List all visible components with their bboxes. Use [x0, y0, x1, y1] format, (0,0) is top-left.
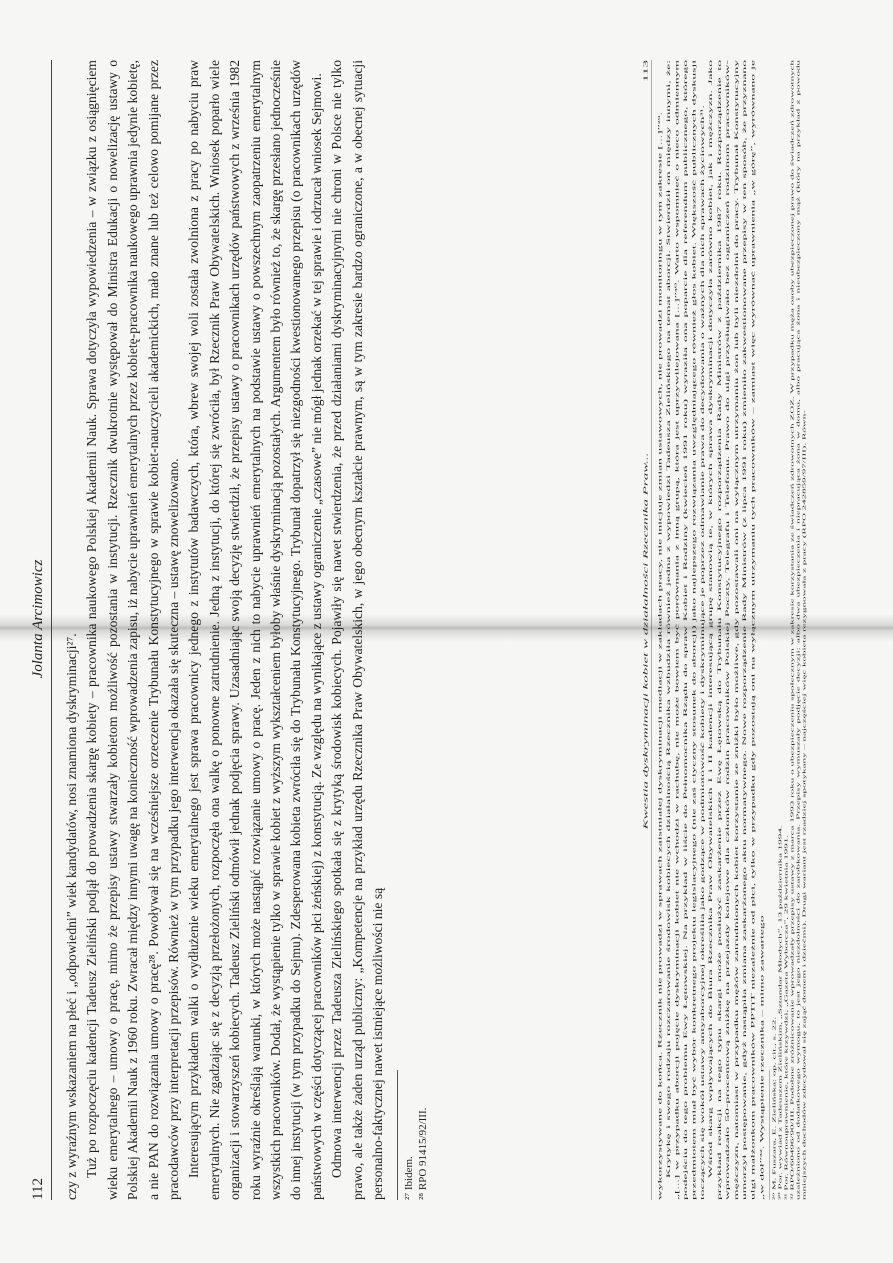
paragraph: Interesującym przykładem walki o wydłużenie wieku emerytalnego jest sprawa pracownicy jednego z instytutów badawczych, która, wbrew swojej woli została zwolniona z pracy po nabyciu praw emerytalnych. Nie zgadzając się z decyzją przełożonych, rozpoczęła ona walkę o ponowne zatrudnienie. Jedną z instytucji, do której się zwróciła, był Rzecznik Praw Obywatelskich. Wniosek poparło wiele organizacji i stowarzyszeń kobiecych. Tadeusz Zieliński odmówił jednak podjęcia sprawy. Uzasadniając swoją decyzję stwierdził, że przepisy ustawy o pracownikach urzędów państwowych z września 1982 roku wyraźnie określają warunki, w których może nastąpić rozwiązanie umowy o pracę. Jeden z nich to nabycie uprawnień emerytalnych na podstawie ustawy o powszechnym zaopatrzeniu emerytalnym wszystkich pracowników. Dodał, że wystąpienie tylko w sprawie kobiet z wyższym wykształceniem byłoby właśnie dyskryminacją pozostałych. Argumentem było również to, że skargę przesłano jednocześnie do innej instytucji (w tym przypadku do Sejmu). Zdesperowana kobieta zwróciła się do Trybunału Konstytucyjnego. Trybunał dopatrzył się niezgodności kwestionowanego przepisu (o pracownikach urzędów państwowych w części dotyczącej pracowników płci żeńskiej) z konstytucją. Ze względu na wynikające z ustawy ograniczenie „czasowe” nie mógł jednak orzekać w tej sprawie i odrzucał wniosek Sejmowi. — [186, 60, 324, 1200]
page-113-content — [640, 40, 885, 1220]
body-text-right — [656, 60, 766, 1200]
page-number-left: 112 — [30, 1178, 46, 1200]
paragraph: Tuż po rozpoczęciu kadencji Tadeusz Zieliński podjął do prowadzenia skargę kobiety – pracownika naukowego Polskiej Akademii Nauk. Sprawa dotyczyła wypowiedzenia – w związku z osiągnięciem wieku emerytalnego – umowy o pracę, mimo że przepisy ustawy stwarzały kobietom możliwość pozostania w instytucji. Rzecznik dwukrotnie występował do Ministra Edukacji o nowelizację ustawy o Polskiej Akademii Nauk z 1960 roku. Zwracał między innymi uwagę na konieczność wprowadzenia zapisu, iż nabycie uprawnień emerytalnych przez kobietę-pracownika naukowego uprawnia jedynie kobietę, a nie PAN do rozwiązania umowy o pracę²⁸. Powoływał się na wcześniejsze orzeczenie Trybunału Konstytucyjnego w sprawie kobiet-nauczycieli akademickich, mało znane lub też celowo pomijane przez pracodawców przy interpretacji przepisów. Również w tym przypadku jego interwencja okazała się skuteczna – ustawę znowelizowano. — [84, 60, 182, 1200]
footnote: ²⁹ M. Fuszara, E. Zielińska: op. cit., s. 22. — [771, 1016, 777, 1200]
running-head-left — [30, 60, 52, 1200]
paragraph: Wśród skarg wpływających do Biura Rzecznika Praw Obywatelskich I i II kadencji interesującą grupę stanowią te, w których sprawa dyskryminacji dotyczyła zarówno kobiet, jak i mężczyzn. Jako przykład reakcji na tego typu skargi może posłużyć zaskarżenie przez Ewę Łętowską do Trybunału Konstytucyjnego rozporządzenia Rady Ministrów z października 1987 roku. Rozporządzenie to wprowadzało 50-procentową zniżkę na przejazdy kolejowe dla członków rodzin pracowników Polskiej Poczty, Telegrafu i Telefonu. Prawo do ulgi przysługiwało bez ograniczeń rodzinom pracowników-mężczyzn, natomiast w przypadku mężów zatrudnionych kobiet korzystanie ze zniżki było możliwe, gdy pozostawali oni na wyłącznym utrzymaniu żon lub byli niezdolni do pracy. Trybunał Konstytucyjny umorzył postępowanie, gdyż nastąpiła zmiana zaskarżonego aktu normatywnego. Nowe rozporządzenie Rady Ministrów (z lipca 1991 roku) zmieniło zakwestionowane przepisy w ten sposób, że przyznano ulgi małżonkom pracowników PPTiT niezależnie od płci, tylko w przypadku gdy pozostają oni na wyłącznym utrzymaniu tych pracowników – zamiast więc wyrównać uprawnienia „w górę”, wyrównano je „w dół”³². Wystąpienie rzecznika – mimo zawartego — [707, 60, 765, 1200]
footnote-rule — [397, 1070, 398, 1200]
footnotes-right — [771, 60, 807, 1200]
footnote: ³² RPO/60496/90/III. Podobne zróżnicowanie wprowadzały przepisy ustawy z marca 1993 roku o ubezpieczeniu społecznym w zakresie korzystania ze świadczeń zdrowotnych ZOZ. W przypadku męża osoby ubezpieczonej prawo do świadczeń zdrowotnych uzależniono od dodatkowego wymogu, to jest jego niezdolności do zarobkowania. Przepisy wymuszały podjęcie decyzji: albo dwa ubezpieczenia i niepracująca żona w domu, albo pracująca żona i nieubezpieczony mąż (który na przykład z powodu mniejszych dochodów zdecydował się zająć domem i dziećmi). Drugi wariant jest rzadziej spotykany – najczęściej więc kobieta rezygnowała z pracy (RPO 242859/97/III). Równ- — [789, 60, 807, 1200]
footnote: ²⁷ Ibidem. — [402, 1156, 415, 1200]
paragraph: Odmowa interwencji przez Tadeusza Zielińskiego spotkała się z krytyką środowisk kobiecych. Pojawiły się nawet stwierdzenia, że przed działaniami dyskryminacyjnymi nie chroni w Polsce nie tylko prawo, ale także żaden urząd publiczny: „Kompetencje na przykład urzędu Rzecznika Praw Obywatelskich, w jego obecnym kształcie prawnym, są w tym zakresie bardzo ograniczone, a w obecnej sytuacji personalno-faktycznej nawet istniejące możliwości nie są — [329, 60, 386, 1200]
page-112 — [20, 40, 610, 1220]
page-number-right: 113 — [642, 60, 650, 82]
footnote: ²⁸ RPO 91415/92/III. — [417, 1107, 429, 1200]
paragraph: czy z wyraźnym wskazaniem na płeć i „odpowiedni” wiek kandydatów, nosi znamiona dyskryminacji²⁷. — [64, 633, 79, 1200]
author-running-head: Jolanta Arcimowicz — [30, 559, 46, 679]
footnote: ³¹ Por. Równouprawnienie, które krzywdzi, „Gazeta Wyborcza”, 29 kwietnia 1991. — [783, 835, 789, 1200]
chapter-running-head: Kwestia dyskryminacji kobiet w działalności Rzecznika Praw... — [642, 452, 650, 830]
paragraph: Krytykę i swego rodzaju rozczarowanie środowisk kobiecych działalnością Rzecznika wzbudziła również jedna z wypowiedzi Tadeusza Zielińskiego na temat aborcji. Stwierdził on między innymi, że: „[...] w przypadku aborcji pojęcie dyskryminacji kobiet nie wchodzi w rachubę, nie może bowiem być porównania z inną grupą, która jest uprzywilejowana [...]”³⁰. Warto wspomnieć o nieco odmiennym podejściu do tego problemu Ewy Łętowskiej. Na przykład w liście do Pełnomocnika Rządu do spraw Kobiet i Rodziny (kwiecień 1991 roku) wyraziła ona poparcie dla referendum publicznego, którego przedmiotem miał być wybór konkretnego projektu legislacyjnego (nie zaś ciyczny stosunek do aborcji) jako najlepszego rozwiązania uwzględniającego również głos kobiet. Większość publicznych dyskusji toczących się wokół ustawy antyaborcyjnej określiła jako godzące w podmiotowość kobiety i dyskryminujące je poprzez odmawianie prawa do decydowania o ważnych dla nich sprawach życiowych³¹. — [665, 60, 706, 1200]
page-113-frame — [640, 40, 885, 1220]
paragraph: wykorzystywane do końca. Rzecznik nie prowadzi w sprawach zaistniałej dyskryminacji mediacji w zakładach pracy, nie inicjuje zmian ustawowych, nie prowadzi monitoringu w tym zakresie [...]”²⁹. — [656, 112, 663, 1200]
footnotes-left — [402, 60, 431, 1200]
footnote: ³⁰ Por. wywiad z Tadeuszem Zielińskim, „Sztandar Młodych”, 13 października 1994. — [777, 825, 783, 1200]
page-112-content — [20, 40, 610, 1220]
body-text-left — [62, 60, 389, 1200]
running-head-right — [642, 60, 651, 1200]
